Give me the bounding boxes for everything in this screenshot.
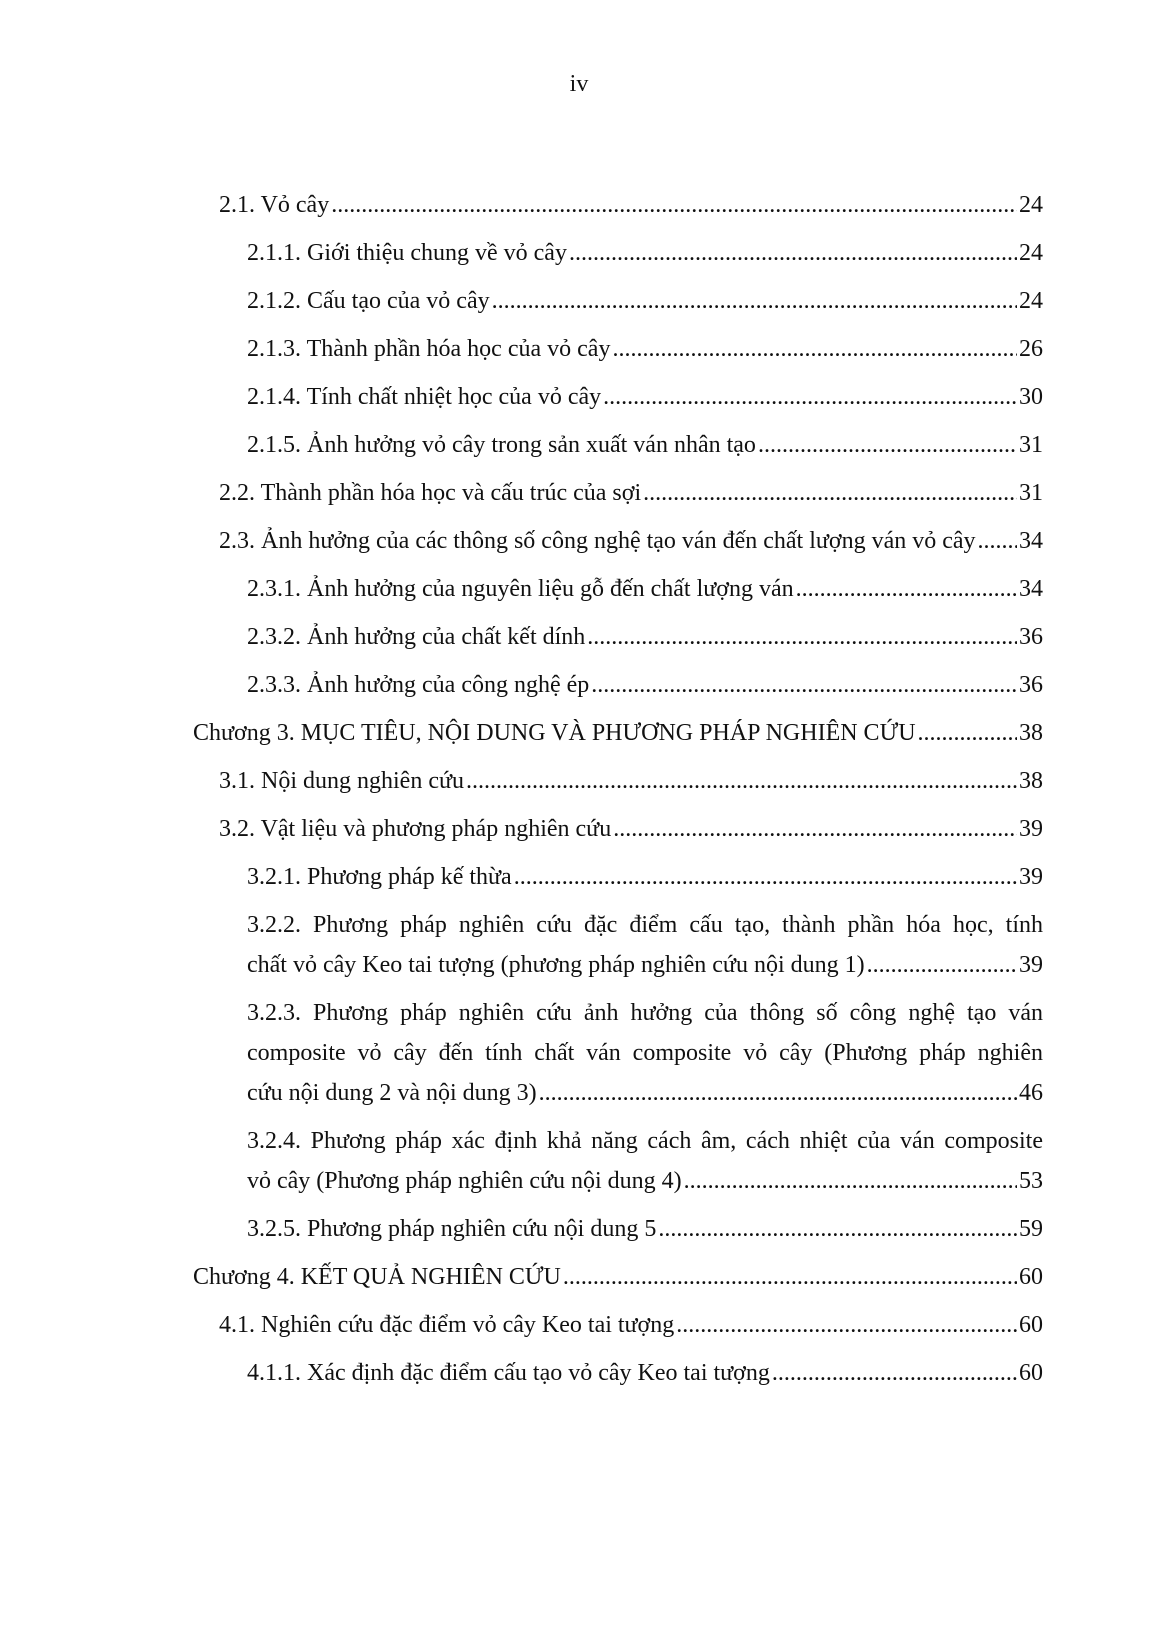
toc-entry-page: 60 — [1019, 1264, 1043, 1290]
toc-entry[interactable] — [247, 853, 1043, 901]
toc-entry[interactable] — [219, 469, 1043, 517]
dot-leader — [867, 945, 1017, 985]
dot-leader — [539, 1073, 1017, 1113]
toc-entry[interactable] — [247, 229, 1043, 277]
toc-entry[interactable] — [247, 989, 1043, 1117]
toc-entry-title: Chương 4. KẾT QUẢ NGHIÊN CỨU — [193, 1264, 561, 1290]
toc-entry-line — [247, 1073, 1043, 1113]
toc-entry-page: 31 — [1019, 480, 1043, 506]
toc-entry-page: 24 — [1019, 240, 1043, 266]
dot-leader — [772, 1353, 1017, 1393]
toc-entry-line — [219, 1305, 1043, 1345]
dot-leader — [591, 665, 1017, 705]
toc-entry-line — [247, 233, 1043, 273]
dot-leader — [918, 713, 1017, 753]
toc-entry-title: 2.1. Vỏ cây — [219, 192, 330, 218]
toc-entry-title: 4.1.1. Xác định đặc điểm cấu tạo vỏ cây Keo tai tượng — [247, 1360, 770, 1386]
toc-entry-page: 31 — [1019, 432, 1043, 458]
toc-entry-title: 3.2.1. Phương pháp kế thừa — [247, 864, 512, 890]
dot-leader — [466, 761, 1017, 801]
dot-leader — [613, 809, 1017, 849]
toc-entry[interactable] — [247, 661, 1043, 709]
toc-entry[interactable] — [193, 1253, 1043, 1301]
toc-entry-page: 34 — [1019, 576, 1043, 602]
toc-entry-page: 36 — [1019, 672, 1043, 698]
toc-entry[interactable] — [247, 1349, 1043, 1397]
toc-entry-line — [247, 425, 1043, 465]
toc-entry-title: 3.2.5. Phương pháp nghiên cứu nội dung 5 — [247, 1216, 657, 1242]
toc-entry-line — [247, 665, 1043, 705]
toc-entry-title: chất vỏ cây Keo tai tượng (phương pháp nghiên cứu nội dung 1) — [247, 952, 865, 978]
dot-leader — [643, 473, 1017, 513]
toc-entry-page: 59 — [1019, 1216, 1043, 1242]
toc-entry-title-line: 3.2.4. Phương pháp xác định khả năng cách âm, cách nhiệt của ván composite — [247, 1128, 1043, 1154]
toc-entry-line — [193, 713, 1043, 753]
toc-entry-line — [247, 1209, 1043, 1249]
toc-entry-line — [219, 761, 1043, 801]
toc-entry-line — [219, 521, 1043, 561]
toc-entry-page: 34 — [1019, 528, 1043, 554]
toc-entry-page: 46 — [1019, 1080, 1043, 1106]
toc-entry-title: 2.3. Ảnh hưởng của các thông số công nghệ tạo ván đến chất lượng ván vỏ cây — [219, 528, 976, 554]
toc-entry[interactable] — [247, 421, 1043, 469]
toc-entry-line — [247, 329, 1043, 369]
dot-leader — [796, 569, 1017, 609]
toc-entry-line — [219, 809, 1043, 849]
toc-entry-page: 39 — [1019, 816, 1043, 842]
toc-entry-title: 2.1.3. Thành phần hóa học của vỏ cây — [247, 336, 611, 362]
page-number: iv — [569, 71, 589, 97]
toc-entry-title: vỏ cây (Phương pháp nghiên cứu nội dung 4) — [247, 1168, 682, 1194]
toc-entry-page: 39 — [1019, 952, 1043, 978]
toc-entry-title-line: composite vỏ cây đến tính chất ván composite vỏ cây (Phương pháp nghiên — [247, 1040, 1043, 1066]
toc-entry[interactable] — [219, 517, 1043, 565]
dot-leader — [563, 1257, 1017, 1297]
toc-entry[interactable] — [193, 709, 1043, 757]
toc-entry-title: 2.3.3. Ảnh hưởng của công nghệ ép — [247, 672, 590, 698]
toc-entry[interactable] — [247, 613, 1043, 661]
toc-entry-line — [247, 377, 1043, 417]
toc-entry[interactable] — [219, 1301, 1043, 1349]
dot-leader — [684, 1161, 1017, 1201]
dot-leader — [758, 425, 1017, 465]
dot-leader — [978, 521, 1017, 561]
toc-entry-title: 2.3.2. Ảnh hưởng của chất kết dính — [247, 624, 586, 650]
toc-entry-line — [247, 569, 1043, 609]
toc-entry-page: 24 — [1019, 192, 1043, 218]
toc-entry-title: Chương 3. MỤC TIÊU, NỘI DUNG VÀ PHƯƠNG PHÁP NGHIÊN CỨU — [193, 720, 916, 746]
dot-leader — [587, 617, 1017, 657]
toc-entry-page: 26 — [1019, 336, 1043, 362]
toc-entry-line — [193, 1257, 1043, 1297]
toc-entry-title-line: 3.2.2. Phương pháp nghiên cứu đặc điểm cấu tạo, thành phần hóa học, tính — [247, 912, 1043, 938]
toc-entry-page: 39 — [1019, 864, 1043, 890]
toc-entry-page: 38 — [1019, 768, 1043, 794]
dot-leader — [612, 329, 1017, 369]
toc-entry-title: cứu nội dung 2 và nội dung 3) — [247, 1080, 537, 1106]
toc-entry-page: 38 — [1019, 720, 1043, 746]
toc-entry[interactable] — [247, 373, 1043, 421]
dot-leader — [492, 281, 1017, 321]
dot-leader — [658, 1209, 1017, 1249]
toc-entry-title: 2.1.1. Giới thiệu chung về vỏ cây — [247, 240, 567, 266]
toc-entry-title: 2.2. Thành phần hóa học và cấu trúc của sợi — [219, 480, 642, 506]
toc-entry-page: 30 — [1019, 384, 1043, 410]
toc-entry-line — [247, 1161, 1043, 1201]
toc-entry[interactable] — [247, 277, 1043, 325]
toc-entry-title: 2.1.2. Cấu tạo của vỏ cây — [247, 288, 490, 314]
toc-entry[interactable] — [219, 181, 1043, 229]
toc-entry-title: 3.1. Nội dung nghiên cứu — [219, 768, 464, 794]
toc-entry-title-line: 3.2.3. Phương pháp nghiên cứu ảnh hưởng của thông số công nghệ tạo ván — [247, 1000, 1043, 1026]
toc-entry-line — [247, 281, 1043, 321]
toc-entry-page: 60 — [1019, 1312, 1043, 1338]
dot-leader — [676, 1305, 1017, 1345]
toc-entry[interactable] — [247, 565, 1043, 613]
dot-leader — [514, 857, 1017, 897]
toc-entry[interactable] — [219, 805, 1043, 853]
table-of-contents — [0, 181, 1158, 1397]
toc-entry-title: 4.1. Nghiên cứu đặc điểm vỏ cây Keo tai tượng — [219, 1312, 675, 1338]
toc-entry-page: 60 — [1019, 1360, 1043, 1386]
toc-entry-line — [247, 1353, 1043, 1393]
toc-entry-line — [219, 473, 1043, 513]
toc-entry[interactable] — [247, 1205, 1043, 1253]
toc-entry-line — [247, 857, 1043, 897]
toc-entry-title: 3.2. Vật liệu và phương pháp nghiên cứu — [219, 816, 612, 842]
toc-entry-title: 2.1.4. Tính chất nhiệt học của vỏ cây — [247, 384, 602, 410]
toc-entry[interactable] — [219, 757, 1043, 805]
toc-entry-title: 2.1.5. Ảnh hưởng vỏ cây trong sản xuất ván nhân tạo — [247, 432, 756, 458]
toc-entry-line — [219, 185, 1043, 225]
dot-leader — [569, 233, 1017, 273]
toc-entry-page: 53 — [1019, 1168, 1043, 1194]
toc-entry[interactable] — [247, 325, 1043, 373]
toc-entry-line — [247, 945, 1043, 985]
toc-entry[interactable] — [247, 901, 1043, 989]
toc-entry-page: 36 — [1019, 624, 1043, 650]
toc-entry-title: 2.3.1. Ảnh hưởng của nguyên liệu gỗ đến chất lượng ván — [247, 576, 794, 602]
toc-entry-page: 24 — [1019, 288, 1043, 314]
toc-entry-line — [247, 617, 1043, 657]
toc-entry[interactable] — [247, 1117, 1043, 1205]
dot-leader — [331, 185, 1017, 225]
dot-leader — [603, 377, 1017, 417]
